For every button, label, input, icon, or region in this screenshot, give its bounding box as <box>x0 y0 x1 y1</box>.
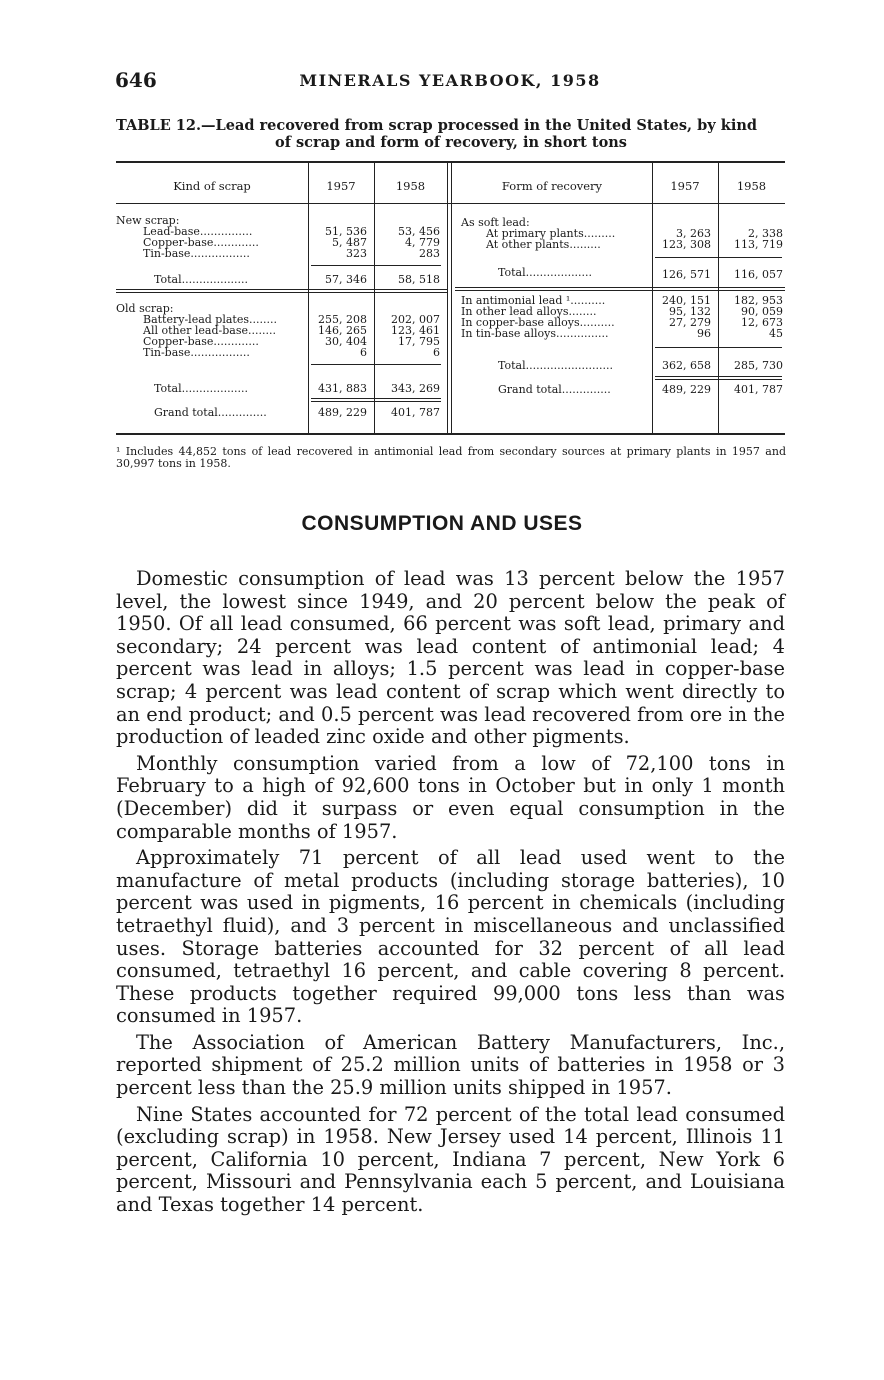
left-row-label: Total................... <box>154 382 249 395</box>
section-rule <box>455 287 785 291</box>
left-row-1957: 323 <box>346 247 367 260</box>
right-row-label: As soft lead: <box>461 216 530 229</box>
header-right-1958: 1958 <box>736 179 767 193</box>
left-row-1958: 58, 518 <box>398 273 440 286</box>
right-row-1957: 489, 229 <box>662 383 711 396</box>
left-row-label: Old scrap: <box>116 302 174 315</box>
total-double-rule <box>655 376 782 380</box>
right-row-1958: 45 <box>769 327 783 340</box>
right-row-label: At other plants......... <box>486 238 601 251</box>
left-row-1957: 51, 536 <box>325 225 367 238</box>
paragraph: Approximately 71 percent of all lead used went to the manufacture of metal products (including storage batteries), 10 percent was used in pigments, 16 percent in chemicals (including tetraethyl fluid), and 3 percent in miscellaneous and unclassified uses. Storage batteries accounted for 32 percent of all lead consumed, tetraethyl 16 percent, and cable covering 8 percent. These products together required 99,000 tons less than was consumed in 1957. <box>116 846 785 1028</box>
left-row-1957: 489, 229 <box>318 406 367 419</box>
left-row-1957: 146, 265 <box>318 324 367 337</box>
left-row-1957: 431, 883 <box>318 382 367 395</box>
table-title <box>116 117 786 151</box>
left-row-label: Tin-base................. <box>143 247 250 260</box>
table-footnote: ¹ Includes 44,852 tons of lead recovered in antimonial lead from secondary sources at primary plants in 1957 and 30,997 tons in 1958. <box>116 445 786 470</box>
left-row-1957: 6 <box>360 346 367 359</box>
section-rule <box>116 289 447 293</box>
left-row-1958: 283 <box>419 247 440 260</box>
running-head: MINERALS YEARBOOK, 1958 <box>299 71 601 90</box>
left-row-label: New scrap: <box>116 214 180 227</box>
paragraph: The Association of American Battery Manufacturers, Inc., reported shipment of 25.2 million units of batteries in 1958 or 3 percent less than the 25.9 million units shipped in 1957. <box>116 1030 785 1100</box>
right-row-1957: 126, 571 <box>662 268 711 281</box>
left-row-label: Total................... <box>154 273 249 286</box>
subtotal-rule <box>311 265 441 266</box>
left-row-label: All other lead-base........ <box>143 324 276 337</box>
page-header <box>115 68 785 98</box>
left-row-label: Battery-lead plates........ <box>143 313 277 326</box>
table-title-line-1: TABLE 12.—Lead recovered from scrap processed in the United States, by kind <box>116 117 758 134</box>
left-row-label: Copper-base............. <box>143 236 259 249</box>
left-row-1958: 401, 787 <box>391 406 440 419</box>
right-row-1958: 90, 059 <box>741 305 783 318</box>
right-row-label: At primary plants......... <box>486 227 616 240</box>
header-left-1957: 1957 <box>326 179 356 193</box>
left-row-1958: 4, 779 <box>405 236 440 249</box>
right-row-1957: 95, 132 <box>669 305 711 318</box>
right-row-label: In copper-base alloys.......... <box>461 316 615 329</box>
subtotal-rule <box>311 364 441 365</box>
right-row-1958: 116, 057 <box>734 268 783 281</box>
table-title-line-2: of scrap and form of recovery, in short tons <box>275 134 627 151</box>
left-row-1958: 202, 007 <box>391 313 440 326</box>
right-row-1957: 240, 151 <box>662 294 711 307</box>
header-kind-of-scrap: Kind of scrap <box>173 179 251 193</box>
page-number: 646 <box>115 68 157 92</box>
subtotal-rule <box>655 347 782 348</box>
left-row-1957: 57, 346 <box>325 273 367 286</box>
left-row-label: Lead-base............... <box>143 225 253 238</box>
left-row-1957: 30, 404 <box>325 335 367 348</box>
right-row-1957: 123, 308 <box>662 238 711 251</box>
left-row-label: Tin-base................. <box>143 346 250 359</box>
right-row-label: Total................... <box>498 266 593 279</box>
right-row-1957: 3, 263 <box>676 227 711 240</box>
left-row-1957: 5, 487 <box>332 236 367 249</box>
right-row-1958: 12, 673 <box>741 316 783 329</box>
right-row-1957: 96 <box>697 327 711 340</box>
left-row-label: Grand total.............. <box>154 406 267 419</box>
right-row-1958: 113, 719 <box>734 238 783 251</box>
paragraph: Domestic consumption of lead was 13 percent below the 1957 level, the lowest since 1949, and 20 percent below the peak of 1950. Of all lead consumed, 66 percent was soft lead, primary and secondary; 24 percent was lead content of antimonial lead; 4 percent was lead in alloys; 1.5 percent was lead in copper-base scrap; 4 percent was lead content of scrap which went directly to an end product; and 0.5 percent was lead recovered from ore in the production of leaded zinc oxide and other pigments. <box>116 567 785 749</box>
left-row-label: Copper-base............. <box>143 335 259 348</box>
header-right-1957: 1957 <box>670 179 700 193</box>
left-row-1958: 17, 795 <box>398 335 440 348</box>
right-row-label: In tin-base alloys............... <box>461 327 609 340</box>
center-double-divider <box>447 161 452 434</box>
right-row-label: Total......................... <box>498 359 614 372</box>
subtotal-rule <box>655 257 782 258</box>
right-row-1958: 2, 338 <box>748 227 783 240</box>
header-form-of-recovery: Form of recovery <box>501 179 603 193</box>
left-row-1957: 255, 208 <box>318 313 367 326</box>
right-row-label: In other lead alloys........ <box>461 305 597 318</box>
right-row-1958: 401, 787 <box>734 383 783 396</box>
left-row-1958: 343, 269 <box>391 382 440 395</box>
right-row-1957: 362, 658 <box>662 359 711 372</box>
body-paragraphs <box>116 568 785 1221</box>
right-row-label: Grand total.............. <box>498 383 611 396</box>
left-row-1958: 53, 456 <box>398 225 440 238</box>
right-row-1958: 285, 730 <box>734 359 783 372</box>
header-left-1958: 1958 <box>395 179 426 193</box>
paragraph: Monthly consumption varied from a low of 72,100 tons in February to a high of 92,600 tons in October but in only 1 month (December) did it surpass or even equal consumption in the comparable months of 1957. <box>116 751 785 843</box>
paragraph: Nine States accounted for 72 percent of the total lead consumed (excluding scrap) in 1958. New Jersey used 14 percent, Illinois 11 percent, California 10 percent, Indiana 7 percent, New York 6 percent, Missouri and Pennsylvania each 5 percent, and Louisiana and Texas together 14 percent. <box>116 1102 785 1217</box>
lead-recovery-table <box>116 161 785 435</box>
right-row-1957: 27, 279 <box>669 316 711 329</box>
left-row-1958: 123, 461 <box>391 324 440 337</box>
right-row-label: In antimonial lead ¹.......... <box>461 294 606 307</box>
total-double-rule <box>311 398 441 402</box>
right-row-1958: 182, 953 <box>734 294 783 307</box>
left-row-1958: 6 <box>433 346 440 359</box>
section-heading: CONSUMPTION AND USES <box>301 512 583 535</box>
